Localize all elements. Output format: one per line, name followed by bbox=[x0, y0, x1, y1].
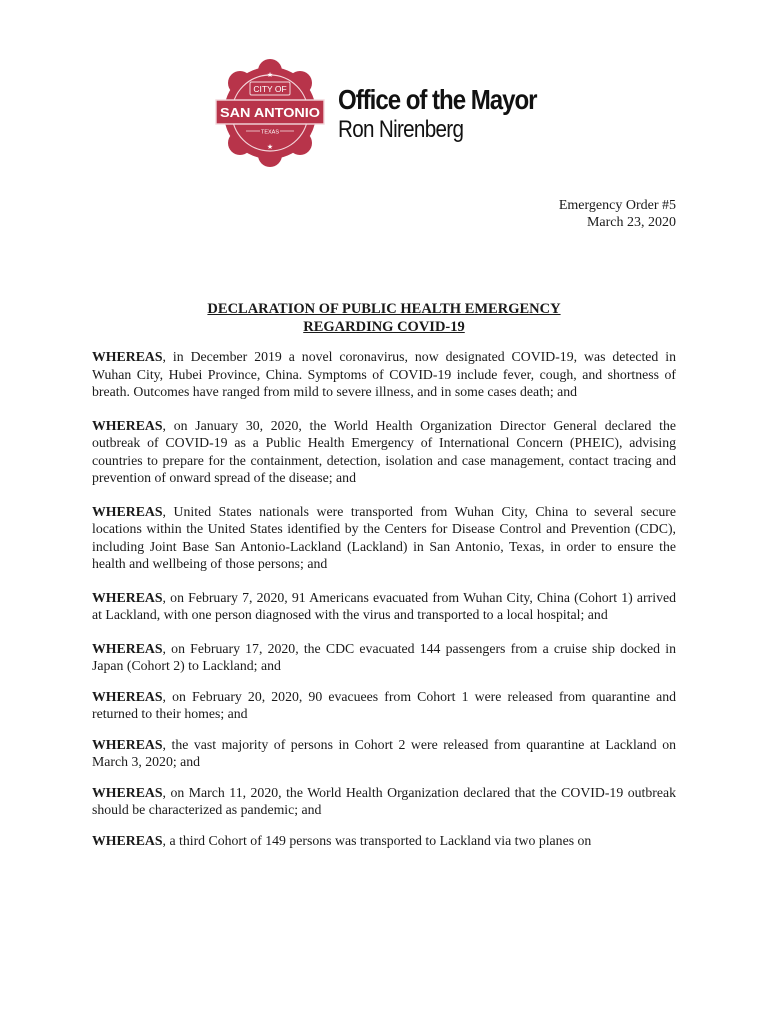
whereas-paragraph bbox=[92, 784, 676, 819]
whereas-paragraph bbox=[92, 503, 676, 573]
seal-star-bottom: ★ bbox=[266, 143, 274, 151]
paragraph-lead: WHEREAS bbox=[92, 417, 163, 433]
whereas-paragraph bbox=[92, 688, 676, 723]
paragraph-text: , on February 17, 2020, the CDC evacuated 144 passengers from a cruise ship docked in Japan (Cohort 2) to Lackland; and bbox=[92, 640, 676, 673]
seal-top-text: CITY OF bbox=[253, 84, 287, 94]
paragraph-lead: WHEREAS bbox=[92, 736, 163, 752]
paragraph-text: , on February 7, 2020, 91 Americans evacuated from Wuhan City, China (Cohort 1) arrived at Lackland, with one person diagnosed with the virus and transported to a local hospital; and bbox=[92, 589, 676, 622]
paragraph-text: , in December 2019 a novel coronavirus, now designated COVID-19, was detected in Wuhan City, Hubei Province, China. Symptoms of COVID-19 include fever, cough, and shortness of breath. Outcomes have ranged from mild to severe illness, and in some cases death; and bbox=[92, 349, 676, 399]
seal-main-text: SAN ANTONIO bbox=[220, 105, 320, 120]
paragraph-lead: WHEREAS bbox=[92, 688, 163, 704]
mayor-name: Ron Nirenberg bbox=[338, 116, 464, 143]
declaration-title-line2: REGARDING COVID-19 bbox=[303, 319, 465, 335]
paragraph-text: , on March 11, 2020, the World Health Organization declared that the COVID-19 outbreak should be characterized as pandemic; and bbox=[92, 784, 676, 817]
paragraph-text: , on February 20, 2020, 90 evacuees from Cohort 1 were released from quarantine and returned to their homes; and bbox=[92, 688, 676, 721]
paragraph-lead: WHEREAS bbox=[92, 349, 163, 364]
seal-star-top: ★ bbox=[266, 71, 274, 79]
paragraph-lead: WHEREAS bbox=[92, 589, 163, 605]
paragraph-lead: WHEREAS bbox=[92, 640, 163, 656]
paragraph-text: , on January 30, 2020, the World Health Organization Director General declared the outbreak of COVID-19 as a Public Health Emergency of International Concern (PHEIC), advising countries to prepare for the containment, detection, isolation and case management, contact tracing and prevention of onward spread of the disease; and bbox=[92, 417, 676, 485]
declaration-title bbox=[92, 300, 676, 336]
paragraph-text: , United States nationals were transported from Wuhan City, China to several secure locations within the United States identified by the Centers for Disease Control and Prevention (CDC), including Joint Base San Antonio-Lackland (Lackland) in San Antonio, Texas, in order to ensure the health and wellbeing of those persons; and bbox=[92, 503, 676, 571]
order-number: Emergency Order #5 bbox=[558, 198, 676, 213]
whereas-paragraph bbox=[92, 640, 676, 675]
document-body bbox=[92, 348, 676, 849]
paragraph-text: , the vast majority of persons in Cohort 2 were released from quarantine at Lackland on March 3, 2020; and bbox=[92, 736, 676, 769]
paragraph-text: , a third Cohort of 149 persons was transported to Lackland via two planes on bbox=[162, 832, 592, 848]
order-date: March 23, 2020 bbox=[586, 215, 676, 230]
order-info bbox=[559, 197, 676, 231]
declaration-title-line1: DECLARATION OF PUBLIC HEALTH EMERGENCY bbox=[207, 301, 561, 317]
whereas-paragraph bbox=[92, 589, 676, 624]
whereas-paragraph bbox=[92, 417, 676, 487]
seal-bottom-text: TEXAS bbox=[260, 129, 280, 136]
paragraph-lead: WHEREAS bbox=[92, 784, 163, 800]
city-seal-logo bbox=[214, 58, 326, 168]
letterhead bbox=[214, 58, 574, 170]
office-title: Office of the Mayor bbox=[338, 84, 537, 115]
paragraph-lead: WHEREAS bbox=[92, 832, 163, 848]
whereas-paragraph bbox=[92, 832, 676, 850]
whereas-paragraph bbox=[92, 348, 676, 401]
whereas-paragraph bbox=[92, 736, 676, 771]
paragraph-lead: WHEREAS bbox=[92, 503, 163, 519]
